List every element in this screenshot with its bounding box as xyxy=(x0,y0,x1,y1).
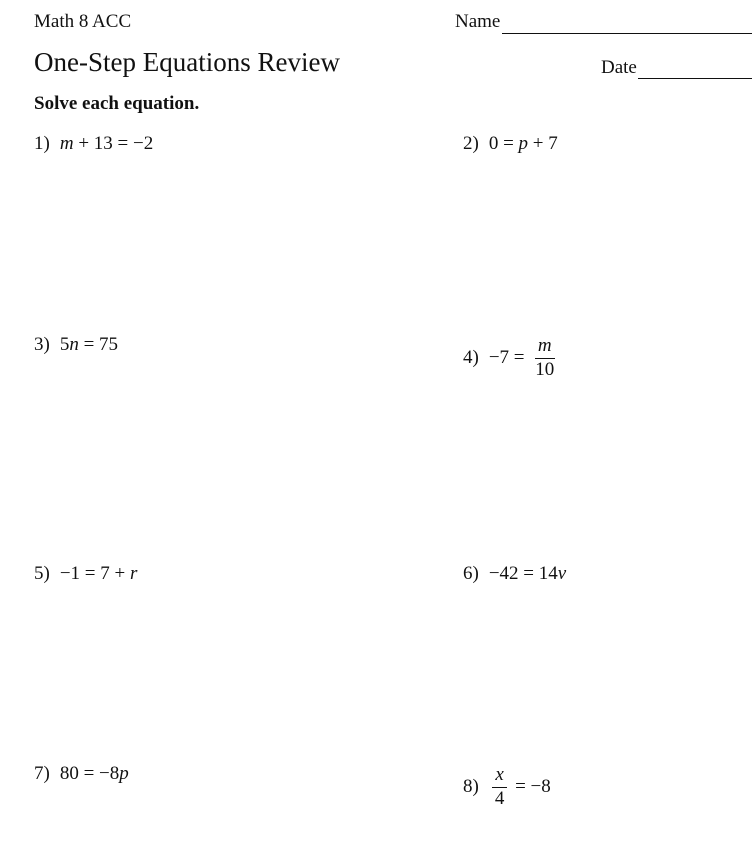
equation-text: = −8 xyxy=(510,776,551,798)
equation xyxy=(489,563,566,585)
problem-number: 4) xyxy=(463,347,479,369)
equation xyxy=(489,765,551,810)
problem-7 xyxy=(34,763,129,785)
equation-text: −7 = xyxy=(488,347,530,369)
problem-3 xyxy=(34,334,118,356)
date-label: Date xyxy=(601,57,637,78)
problem-1 xyxy=(34,133,153,155)
problem-number: 6) xyxy=(463,563,479,584)
equation xyxy=(489,133,558,155)
variable: r xyxy=(129,563,138,584)
name-label: Name xyxy=(455,11,501,32)
fraction xyxy=(492,765,508,810)
name-blank-line[interactable] xyxy=(502,33,752,34)
variable: n xyxy=(69,334,79,355)
equation-text: −1 = 7 + xyxy=(59,563,130,584)
problem-number: 3) xyxy=(34,334,50,355)
problem-number: 5) xyxy=(34,563,50,584)
numerator: m xyxy=(535,336,555,359)
equation-text: + 13 = −2 xyxy=(73,133,154,154)
equation xyxy=(60,334,118,356)
problem-5 xyxy=(34,563,137,585)
problem-8 xyxy=(463,765,551,810)
equation-text: + 7 xyxy=(528,133,558,154)
problem-number: 8) xyxy=(463,776,479,798)
equation xyxy=(60,133,153,155)
numerator: x xyxy=(492,765,506,788)
problem-number: 7) xyxy=(34,763,50,784)
equation xyxy=(489,336,560,381)
problem-2 xyxy=(463,133,558,155)
equation xyxy=(60,563,138,585)
problem-number: 2) xyxy=(463,133,479,154)
problem-6 xyxy=(463,563,566,585)
instructions: Solve each equation. xyxy=(34,93,200,114)
equation-text: = 75 xyxy=(78,334,119,355)
coefficient: 5 xyxy=(59,334,70,355)
problem-4 xyxy=(463,336,560,381)
variable: m xyxy=(59,133,74,154)
problem-number: 1) xyxy=(34,133,50,154)
variable: p xyxy=(119,763,129,784)
worksheet-title: One-Step Equations Review xyxy=(34,47,340,77)
equation-text: 80 = −8 xyxy=(59,763,120,784)
equation xyxy=(60,763,129,785)
fraction xyxy=(532,336,557,381)
equation-text: −42 = 14 xyxy=(488,563,558,584)
course-label: Math 8 ACC xyxy=(34,11,132,32)
variable: p xyxy=(518,133,529,154)
variable: v xyxy=(557,563,567,584)
equation-text: 0 = xyxy=(488,133,519,154)
denominator: 10 xyxy=(535,358,555,380)
denominator: 4 xyxy=(494,787,505,809)
date-blank-line[interactable] xyxy=(638,78,752,79)
